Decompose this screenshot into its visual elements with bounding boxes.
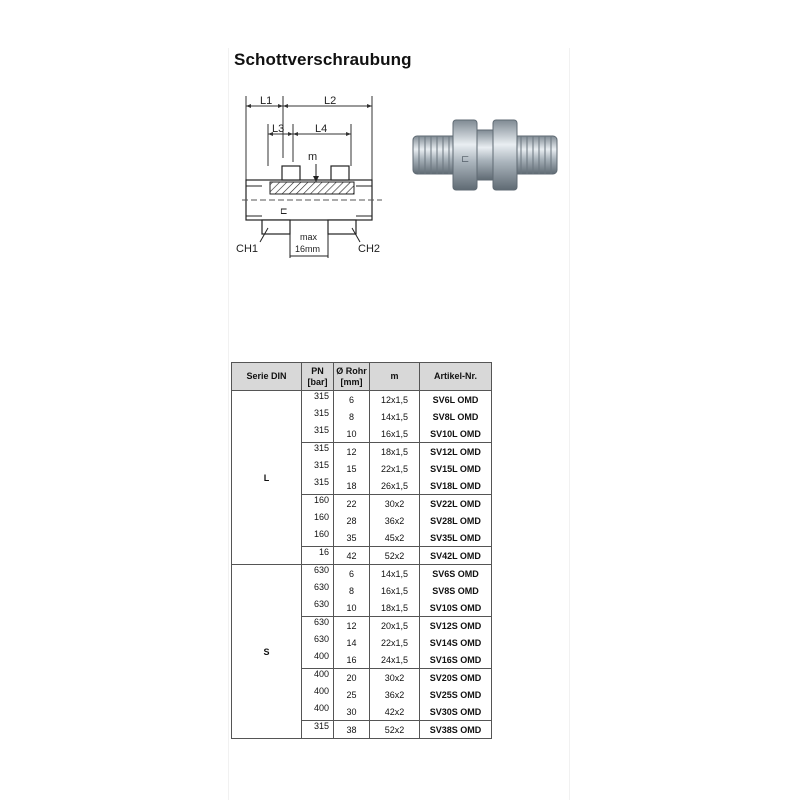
dim-ch1: CH1	[236, 243, 259, 255]
pn-cell: 630	[302, 565, 334, 583]
rohr-cell: 16	[334, 651, 370, 669]
thread-cell: 20x1,5	[370, 617, 420, 635]
rohr-cell: 15	[334, 460, 370, 477]
thread-cell: 18x1,5	[370, 599, 420, 617]
rohr-cell: 6	[334, 565, 370, 583]
pn-cell: 16	[302, 547, 334, 565]
rohr-cell: 22	[334, 495, 370, 513]
thread-cell: 16x1,5	[370, 582, 420, 599]
rohr-cell: 30	[334, 703, 370, 721]
dim-m: m	[308, 151, 318, 163]
article-cell: SV15L OMD	[420, 460, 492, 477]
dim-l4: L4	[315, 123, 328, 135]
rohr-cell: 12	[334, 443, 370, 461]
dim-ch2: CH2	[358, 243, 381, 255]
header-m: m	[370, 363, 420, 391]
article-cell: SV8L OMD	[420, 408, 492, 425]
article-cell: SV8S OMD	[420, 582, 492, 599]
thread-cell: 22x1,5	[370, 460, 420, 477]
pn-cell: 400	[302, 669, 334, 687]
article-cell: SV10S OMD	[420, 599, 492, 617]
header-rohr: Ø Rohr [mm]	[334, 363, 370, 391]
header-pn: PN [bar]	[302, 363, 334, 391]
dim-l3: L3	[272, 123, 285, 135]
pn-cell: 160	[302, 529, 334, 547]
article-cell: SV35L OMD	[420, 529, 492, 547]
article-cell: SV10L OMD	[420, 425, 492, 443]
technical-drawing	[232, 88, 402, 268]
rohr-cell: 8	[334, 582, 370, 599]
pn-cell: 400	[302, 703, 334, 721]
thread-cell: 14x1,5	[370, 565, 420, 583]
rohr-cell: 38	[334, 721, 370, 739]
svg-text:⊏: ⊏	[461, 154, 470, 165]
rohr-cell: 25	[334, 686, 370, 703]
article-cell: SV28L OMD	[420, 512, 492, 529]
header-serie: Serie DIN	[232, 363, 302, 391]
rohr-cell: 8	[334, 408, 370, 425]
article-cell: SV14S OMD	[420, 634, 492, 651]
thread-cell: 52x2	[370, 547, 420, 565]
table-header-row	[232, 363, 492, 391]
article-cell: SV6L OMD	[420, 391, 492, 409]
article-cell: SV6S OMD	[420, 565, 492, 583]
serie-cell: S	[232, 565, 302, 739]
article-cell: SV25S OMD	[420, 686, 492, 703]
article-cell: SV18L OMD	[420, 477, 492, 495]
rohr-cell: 10	[334, 425, 370, 443]
rohr-cell: 35	[334, 529, 370, 547]
header-artikel: Artikel-Nr.	[420, 363, 492, 391]
pn-cell: 630	[302, 634, 334, 651]
pn-cell: 400	[302, 651, 334, 669]
pn-cell: 400	[302, 686, 334, 703]
thread-cell: 42x2	[370, 703, 420, 721]
dim-l2: L2	[324, 95, 337, 107]
dim-max: max	[300, 232, 318, 242]
thread-cell: 30x2	[370, 495, 420, 513]
article-cell: SV12L OMD	[420, 443, 492, 461]
dim-max-value: 16mm	[295, 244, 321, 254]
page-title: Schottverschraubung	[234, 50, 412, 69]
table-row	[232, 565, 492, 583]
article-cell: SV30S OMD	[420, 703, 492, 721]
rohr-cell: 12	[334, 617, 370, 635]
pn-cell: 315	[302, 460, 334, 477]
rohr-cell: 20	[334, 669, 370, 687]
article-cell: SV16S OMD	[420, 651, 492, 669]
thread-cell: 14x1,5	[370, 408, 420, 425]
pn-cell: 160	[302, 512, 334, 529]
product-photo	[405, 110, 565, 200]
thread-cell: 16x1,5	[370, 425, 420, 443]
thread-cell: 45x2	[370, 529, 420, 547]
thread-cell: 12x1,5	[370, 391, 420, 409]
thread-cell: 30x2	[370, 669, 420, 687]
rohr-cell: 42	[334, 547, 370, 565]
article-cell: SV42L OMD	[420, 547, 492, 565]
pn-cell: 160	[302, 495, 334, 513]
thread-cell: 52x2	[370, 721, 420, 739]
rohr-cell: 14	[334, 634, 370, 651]
thread-cell: 36x2	[370, 686, 420, 703]
rohr-cell: 18	[334, 477, 370, 495]
pn-cell: 315	[302, 408, 334, 425]
thread-cell: 22x1,5	[370, 634, 420, 651]
article-cell: SV12S OMD	[420, 617, 492, 635]
pn-cell: 315	[302, 721, 334, 739]
article-cell: SV20S OMD	[420, 669, 492, 687]
pn-cell: 630	[302, 582, 334, 599]
pn-cell: 315	[302, 443, 334, 461]
pn-cell: 315	[302, 391, 334, 409]
dim-l1: L1	[260, 95, 273, 107]
thread-cell: 18x1,5	[370, 443, 420, 461]
thread-cell: 26x1,5	[370, 477, 420, 495]
pn-cell: 630	[302, 617, 334, 635]
article-cell: SV22L OMD	[420, 495, 492, 513]
seal-symbol: ⊏	[280, 206, 288, 216]
pn-cell: 315	[302, 425, 334, 443]
pn-cell: 630	[302, 599, 334, 617]
thread-cell: 24x1,5	[370, 651, 420, 669]
rohr-cell: 10	[334, 599, 370, 617]
spec-table	[231, 362, 492, 739]
table-row	[232, 391, 492, 409]
serie-cell: L	[232, 391, 302, 565]
article-cell: SV38S OMD	[420, 721, 492, 739]
rohr-cell: 6	[334, 391, 370, 409]
rohr-cell: 28	[334, 512, 370, 529]
pn-cell: 315	[302, 477, 334, 495]
thread-cell: 36x2	[370, 512, 420, 529]
